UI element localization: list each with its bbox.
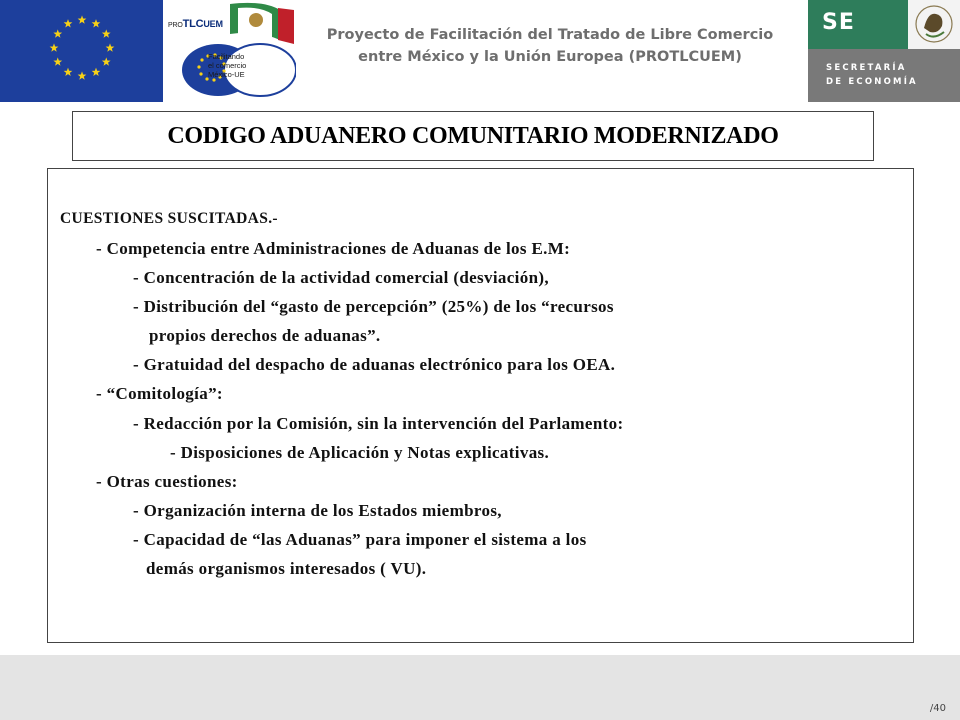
eu-star-icon — [78, 15, 87, 23]
eu-star-icon — [92, 19, 101, 27]
content-box — [47, 168, 914, 643]
bullet-level-2: - Distribución del “gasto de percepción” (25%) de los “recursos — [133, 297, 614, 316]
eu-flag-logo — [0, 0, 163, 102]
secretaria-economia-logo — [808, 0, 960, 102]
eu-star-icon — [102, 29, 111, 37]
eu-star-icon — [106, 43, 115, 51]
bullet-level-2: - Organización interna de los Estados miembros, — [133, 501, 502, 520]
eu-star-icon — [53, 29, 62, 37]
eu-star-icon — [64, 68, 73, 76]
eu-stars-icon — [0, 0, 163, 102]
slide-title-box — [72, 111, 874, 161]
content-heading: CUESTIONES SUSCITADAS.- — [60, 210, 278, 227]
bullet-level-1: - Otras cuestiones: — [96, 472, 238, 491]
protlcuem-logo — [168, 0, 296, 100]
eu-star-icon — [92, 68, 101, 76]
slide-title: CODIGO ADUANERO COMUNITARIO MODERNIZADO — [167, 122, 779, 149]
bullet-continuation: demás organismos interesados ( VU). — [146, 559, 427, 578]
se-name: SECRETARÍA DE ECONOMÍA — [826, 63, 918, 87]
protlcuem-wordmark: PROTLCUEM — [168, 18, 223, 30]
bullet-level-2: - Redacción por la Comisión, sin la intervención del Parlamento: — [133, 414, 624, 433]
bullet-level-2: - Concentración de la actividad comercial (desviación), — [133, 268, 550, 287]
se-logo-gray-block — [808, 49, 960, 102]
se-letters: SE — [822, 10, 855, 35]
protlcuem-tagline: Facilitando el comercio México-UE — [208, 52, 247, 79]
project-title-line-1: Proyecto de Facilitación del Tratado de Libre Comercio — [326, 27, 774, 43]
bullet-continuation: propios derechos de aduanas”. — [149, 326, 381, 345]
page-number: /40 — [929, 703, 946, 714]
eu-star-icon — [102, 57, 111, 65]
bullet-level-3: - Disposiciones de Aplicación y Notas explicativas. — [170, 443, 550, 462]
eu-star-icon — [78, 71, 87, 79]
bullet-level-1: - Competencia entre Administraciones de Aduanas de los E.M: — [96, 239, 571, 258]
project-title-line-2: entre México y la Unión Europea (PROTLCUEM) — [358, 49, 742, 65]
eu-star-icon — [50, 43, 59, 51]
mexico-coat-of-arms-icon — [908, 0, 960, 49]
eu-star-icon — [64, 19, 73, 27]
protlcuem-emblem-icon — [168, 0, 296, 100]
bullet-level-1: - “Comitología”: — [96, 384, 223, 403]
footer-bar — [0, 655, 960, 720]
se-logo-green-block — [808, 0, 908, 49]
bullet-level-2: - Gratuidad del despacho de aduanas electrónico para los OEA. — [133, 355, 616, 374]
eu-star-icon — [53, 57, 62, 65]
project-title — [310, 24, 790, 68]
bullet-level-2: - Capacidad de “las Aduanas” para imponer el sistema a los — [133, 530, 587, 549]
